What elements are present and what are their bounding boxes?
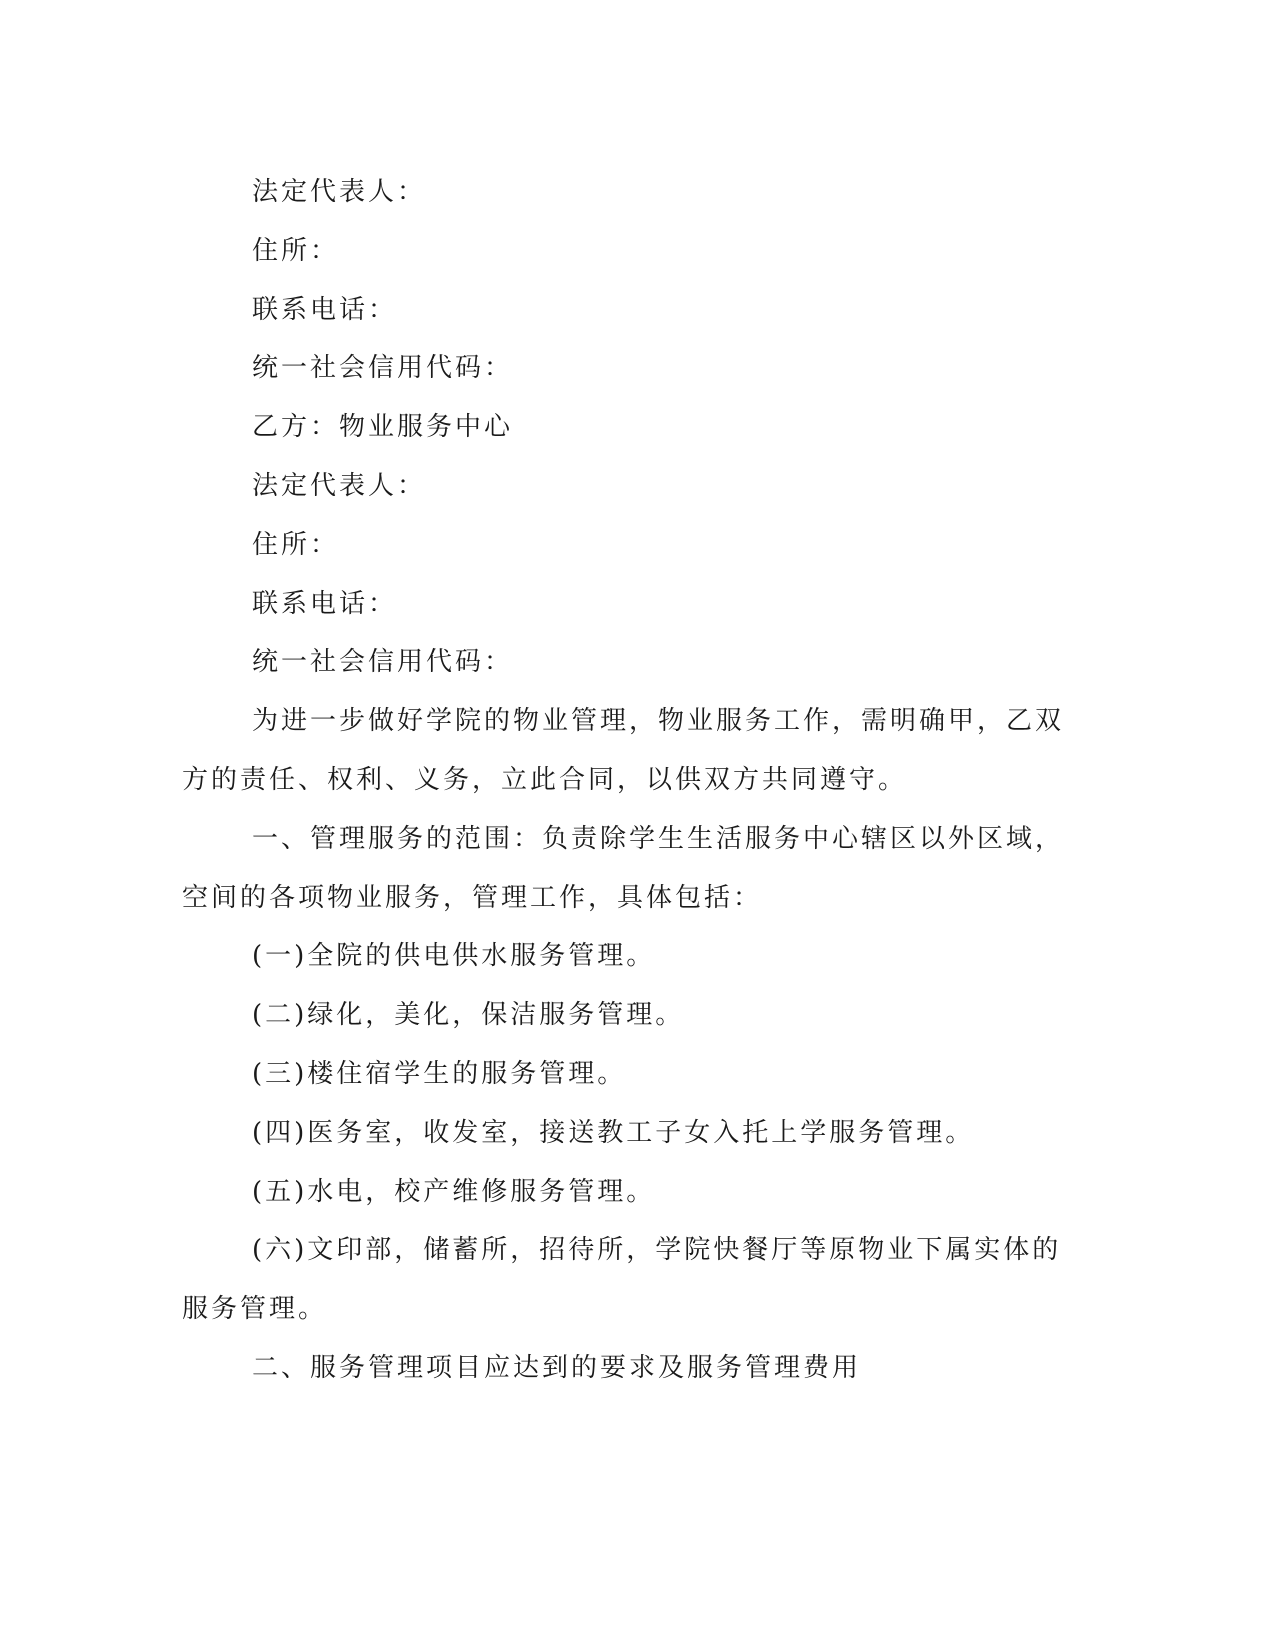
preamble-line-1: 为进一步做好学院的物业管理，物业服务工作，需明确甲，乙双 xyxy=(252,706,1065,737)
party-a-legal-rep-label: 法定代表人： xyxy=(252,177,427,207)
party-b-address-label: 住所： xyxy=(252,529,340,560)
section-1-item-6: (六)文印部，储蓄所，招待所，学院快餐厅等原物业下属实体的 xyxy=(252,1235,1062,1266)
section-1-item-3: (三)楼住宿学生的服务管理。 xyxy=(252,1058,627,1089)
section-1-item-6-continuation: 服务管理。 xyxy=(182,1294,328,1325)
section-1-item-2: (二)绿化，美化，保洁服务管理。 xyxy=(252,1000,685,1031)
section-1-item-5: (五)水电，校产维修服务管理。 xyxy=(252,1176,656,1207)
preamble-line-2: 方的责任、权利、义务，立此合同，以供双方共同遵守。 xyxy=(182,764,908,795)
document-body xyxy=(182,163,1082,1398)
section-1-heading-line-1: 一、管理服务的范围：负责除学生生活服务中心辖区以外区域， xyxy=(252,823,1065,854)
party-a-address-label: 住所： xyxy=(252,235,340,266)
party-a-credit-code-label: 统一社会信用代码： xyxy=(252,353,514,384)
section-1-item-1: (一)全院的供电供水服务管理。 xyxy=(252,941,656,972)
party-b-name: 乙方：物业服务中心 xyxy=(252,412,514,443)
section-1-heading-line-2: 空间的各项物业服务，管理工作，具体包括： xyxy=(182,882,763,913)
section-1-item-4: (四)医务室，收发室，接送教工子女入托上学服务管理。 xyxy=(252,1117,975,1148)
party-b-credit-code-label: 统一社会信用代码： xyxy=(252,647,514,678)
party-a-phone-label: 联系电话： xyxy=(252,294,398,325)
section-2-heading: 二、服务管理项目应达到的要求及服务管理费用 xyxy=(252,1352,862,1383)
party-b-phone-label: 联系电话： xyxy=(252,588,398,619)
party-b-legal-rep-label: 法定代表人： xyxy=(252,470,427,501)
